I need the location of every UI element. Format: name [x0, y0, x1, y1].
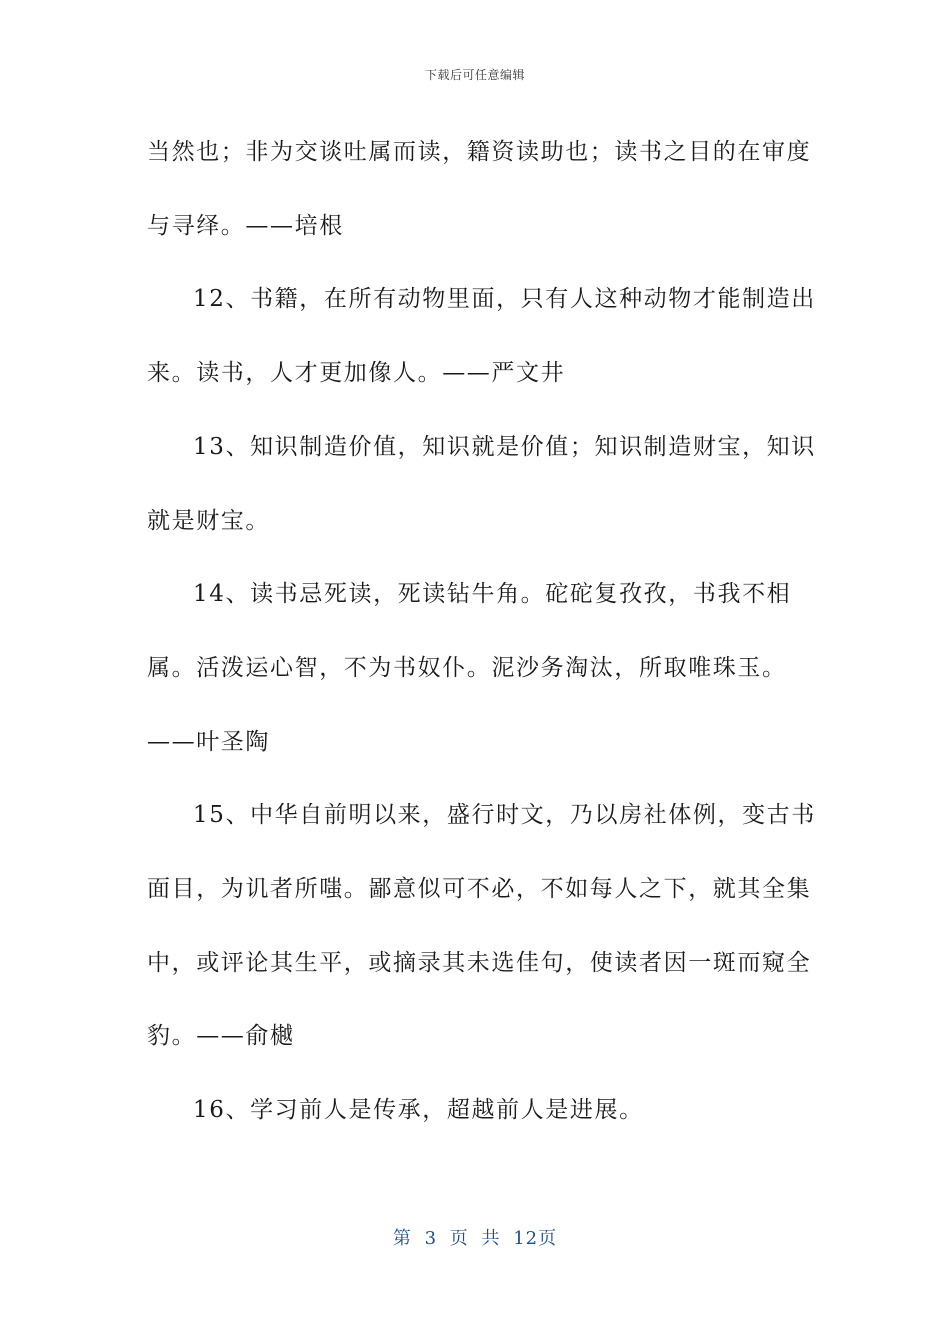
- document-body: [147, 116, 817, 1148]
- footer-current-page: 3: [424, 1228, 438, 1249]
- paragraph-12: 12、书籍，在所有动物里面，只有人这种动物才能制造出来。读书，人才更加像人。——严文井: [147, 286, 816, 387]
- paragraph-continuation: 当然也；非为交谈吐属而读，籍资读助也；读书之目的在审度与寻绎。——培根: [147, 139, 812, 239]
- footer-page-label: 第: [392, 1228, 412, 1249]
- footer-page-unit: 页: [449, 1228, 469, 1249]
- header-note: 下载后可任意编辑: [424, 68, 525, 82]
- paragraph-14: 14、读书忌死读，死读钻牛角。砣砣复孜孜，书我不相属。活泼运心智，不为书奴仆。泥沙务淘汰，所取唯珠玉。——叶圣陶: [147, 581, 792, 755]
- paragraph-15: 15、中华自前明以来，盛行时文，乃以房社体例，变古书面目，为讥者所嗤。鄙意似可不必，不如每人之下，就其全集中，或评论其生平，或摘录其未选佳句，使读者因一斑而窥全豹。——俞樾: [147, 802, 816, 1050]
- paragraph-13: 13、知识制造价值，知识就是价值；知识制造财宝，知识就是财宝。: [147, 433, 816, 534]
- paragraph-16: 16、学习前人是传承，超越前人是进展。: [193, 1097, 644, 1124]
- footer-total-label: 共: [481, 1228, 501, 1249]
- page-footer: [0, 1224, 950, 1250]
- footer-total-pages: 12页: [513, 1228, 558, 1249]
